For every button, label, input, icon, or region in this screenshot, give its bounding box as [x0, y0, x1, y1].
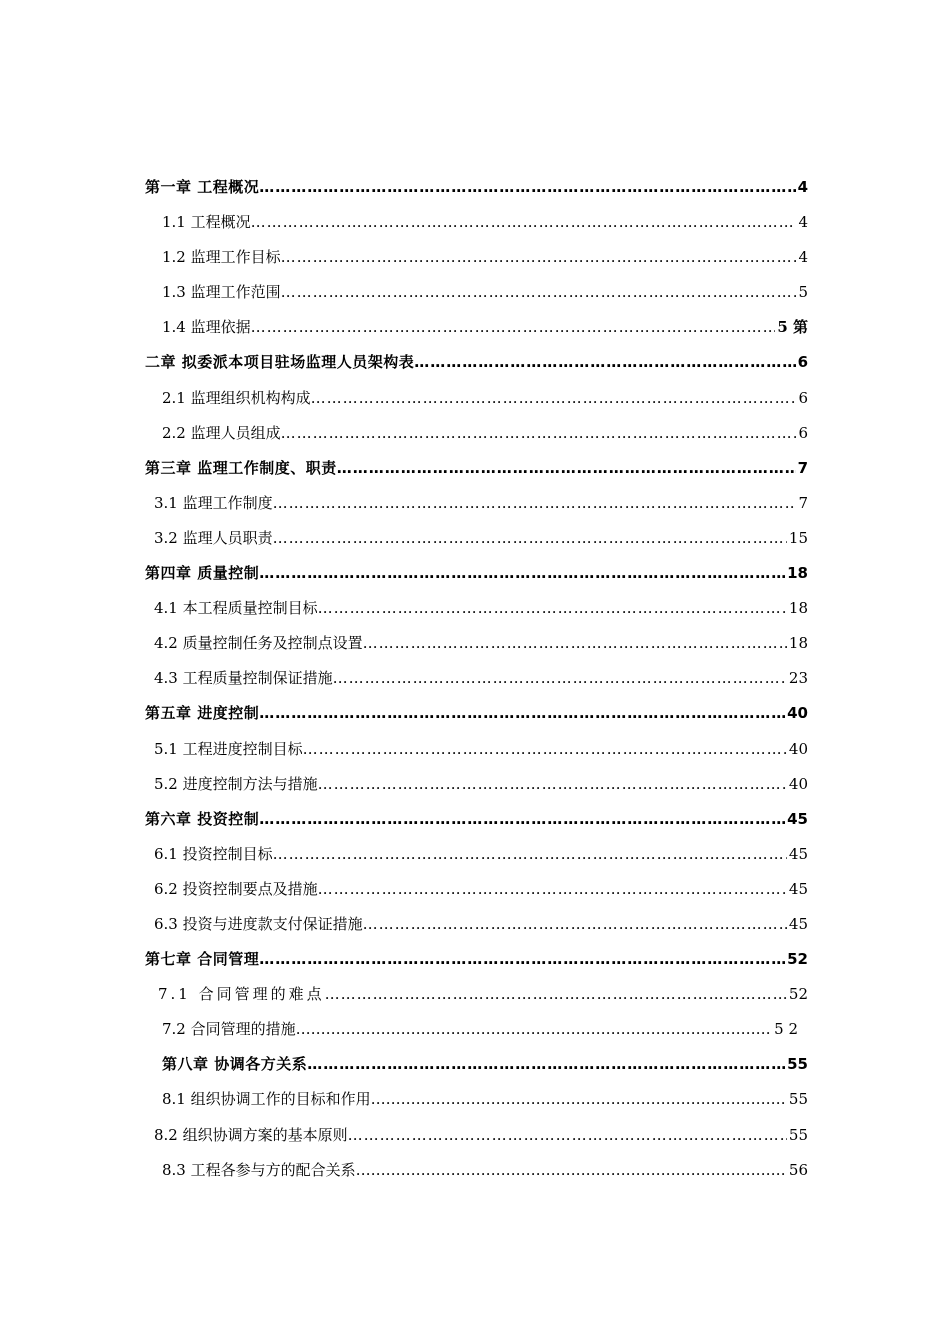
toc-entry-title: 3.1 监理工作制度 [154, 493, 273, 512]
toc-leader-dots [259, 802, 785, 837]
toc-entry-title: 7.1 合同管理的难点 [158, 985, 325, 1004]
toc-entry-title: 二章 拟委派本项目驻场监理人员架构表 [145, 353, 415, 372]
toc-entry-page: 5 2 [774, 1020, 798, 1039]
toc-leader-dots [281, 275, 797, 310]
toc-entry[interactable] [0, 802, 950, 837]
toc-entry-page: 4 [797, 178, 808, 196]
toc-entry-page: 7 [797, 458, 808, 477]
toc-leader-dots [251, 310, 776, 345]
toc-entry-title: 第七章 合同管理 [145, 950, 260, 969]
toc-leader-dots [307, 1047, 785, 1082]
toc-leader-dots [318, 872, 787, 907]
toc-entry-title: 8.2 组织协调方案的基本原则 [154, 1125, 348, 1144]
toc-entry[interactable] [0, 1047, 950, 1082]
toc-leader-dots [259, 556, 785, 591]
toc-entry[interactable] [0, 837, 950, 872]
toc-entry-page: 4 [798, 213, 808, 232]
toc-entry-title: 第八章 协调各方关系 [162, 1055, 308, 1074]
toc-entry-title: 8.3 工程各参与方的配合关系 [162, 1160, 356, 1179]
toc-entry-page: 45 [788, 879, 808, 898]
toc-entry[interactable] [0, 205, 950, 240]
toc-leader-dots [273, 521, 787, 556]
toc-entry[interactable] [0, 381, 950, 416]
toc-leader-dots [281, 416, 797, 451]
toc-leader-dots [363, 907, 787, 942]
toc-leader-dots [259, 942, 785, 977]
toc-entry-page: 4 [798, 248, 808, 267]
toc-entry[interactable] [0, 416, 950, 451]
toc-entry-page: 45 [788, 914, 808, 933]
toc-entry[interactable] [0, 345, 950, 380]
toc-entry-page: 6 [798, 423, 808, 442]
toc-entry-page: 18 [787, 564, 808, 583]
toc-entry-title: 第五章 进度控制 [145, 704, 260, 723]
toc-entry-title: 3.2 监理人员职责 [154, 528, 273, 547]
toc-entry-page: 40 [788, 739, 808, 758]
toc-entry[interactable] [0, 521, 950, 556]
toc-leader-dots [318, 591, 787, 626]
toc-entry-title: 6.1 投资控制目标 [154, 844, 273, 863]
toc-leader-dots [311, 381, 797, 416]
toc-entry-title: 第六章 投资控制 [145, 809, 260, 828]
toc-leader-dots [371, 1082, 787, 1117]
toc-leader-dots [414, 345, 795, 380]
toc-entry[interactable] [0, 240, 950, 275]
toc-entry[interactable] [0, 1082, 950, 1117]
toc-entry-title: 1.2 监理工作目标 [162, 248, 281, 267]
toc-entry[interactable] [0, 626, 950, 661]
toc-leader-dots [363, 626, 787, 661]
toc-entry-page: 45 [787, 809, 808, 828]
toc-entry-title: 5.2 进度控制方法与措施 [154, 774, 318, 793]
toc-entry-title: 第四章 质量控制 [145, 564, 260, 583]
toc-entry-page: 40 [788, 774, 808, 793]
toc-entry[interactable] [0, 977, 950, 1012]
toc-entry[interactable] [0, 732, 950, 767]
toc-entry[interactable] [0, 661, 950, 696]
toc-entry-title: 1.4 监理依据 [162, 318, 251, 337]
toc-entry-title: 7.2 合同管理的措施 [162, 1020, 296, 1039]
toc-entry[interactable] [0, 556, 950, 591]
toc-entry-title: 第三章 监理工作制度、职责 [145, 458, 337, 477]
toc-entry-page: 15 [788, 528, 808, 547]
toc-entry-title: 4.1 本工程质量控制目标 [154, 599, 318, 618]
toc-entry-page: 45 [788, 844, 808, 863]
toc-entry-page: 40 [787, 704, 808, 723]
toc-entry[interactable] [0, 1153, 950, 1188]
toc-entry[interactable] [0, 942, 950, 977]
toc-leader-dots [251, 205, 797, 240]
toc-entry-title: 6.3 投资与进度款支付保证措施 [154, 914, 363, 933]
toc-entry[interactable] [0, 872, 950, 907]
toc-entry-title: 1.3 监理工作范围 [162, 283, 281, 302]
toc-leader-dots [303, 732, 787, 767]
toc-entry[interactable] [0, 310, 950, 345]
toc-entry[interactable] [0, 1012, 950, 1047]
toc-entry[interactable] [0, 275, 950, 310]
toc-entry[interactable] [0, 451, 950, 486]
toc-leader-dots [259, 170, 795, 205]
toc-entry-title: 4.3 工程质量控制保证措施 [154, 669, 333, 688]
toc-leader-dots [259, 696, 785, 731]
toc-entry[interactable] [0, 907, 950, 942]
toc-entry-page: 5 第 [777, 318, 808, 337]
toc-entry-title: 5.1 工程进度控制目标 [154, 739, 303, 758]
toc-entry-page: 5 [798, 283, 808, 302]
toc-leader-dots [318, 767, 787, 802]
toc-entry-page: 55 [787, 1055, 808, 1074]
toc-entry-title: 8.1 组织协调工作的目标和作用 [162, 1090, 371, 1109]
toc-entry-title: 6.2 投资控制要点及措施 [154, 879, 318, 898]
toc-entry[interactable] [0, 767, 950, 802]
toc-entry-title: 4.2 质量控制任务及控制点设置 [154, 634, 363, 653]
toc-leader-dots [356, 1153, 787, 1188]
toc-entry[interactable] [0, 170, 950, 205]
toc-leader-dots [281, 240, 797, 275]
toc-leader-dots [296, 1012, 773, 1047]
toc-entry[interactable] [0, 591, 950, 626]
toc-leader-dots [337, 451, 796, 486]
toc-entry[interactable] [0, 696, 950, 731]
toc-leader-dots [325, 977, 787, 1012]
toc-entry-page: 18 [788, 634, 808, 653]
toc-entry-page: 23 [788, 669, 808, 688]
toc-entry[interactable] [0, 486, 950, 521]
toc-entry-page: 52 [787, 950, 808, 969]
toc-leader-dots [348, 1118, 787, 1153]
toc-entry-title: 2.1 监理组织机构构成 [162, 388, 311, 407]
toc-leader-dots [273, 486, 797, 521]
toc-entry-page: 56 [788, 1160, 808, 1179]
toc-leader-dots [273, 837, 787, 872]
table-of-contents [0, 170, 950, 1188]
toc-entry-title: 2.2 监理人员组成 [162, 423, 281, 442]
toc-leader-dots [333, 661, 787, 696]
toc-entry-page: 6 [797, 353, 808, 372]
toc-entry-page: 18 [788, 599, 808, 618]
toc-entry-title: 1.1 工程概况 [162, 213, 251, 232]
toc-entry-page: 52 [788, 985, 808, 1004]
toc-entry-page: 55 [788, 1090, 808, 1109]
toc-entry[interactable] [0, 1118, 950, 1153]
toc-entry-page: 55 [788, 1125, 808, 1144]
toc-entry-page: 7 [798, 493, 808, 512]
toc-entry-page: 6 [798, 388, 808, 407]
toc-entry-title: 第一章 工程概况 [145, 178, 260, 196]
